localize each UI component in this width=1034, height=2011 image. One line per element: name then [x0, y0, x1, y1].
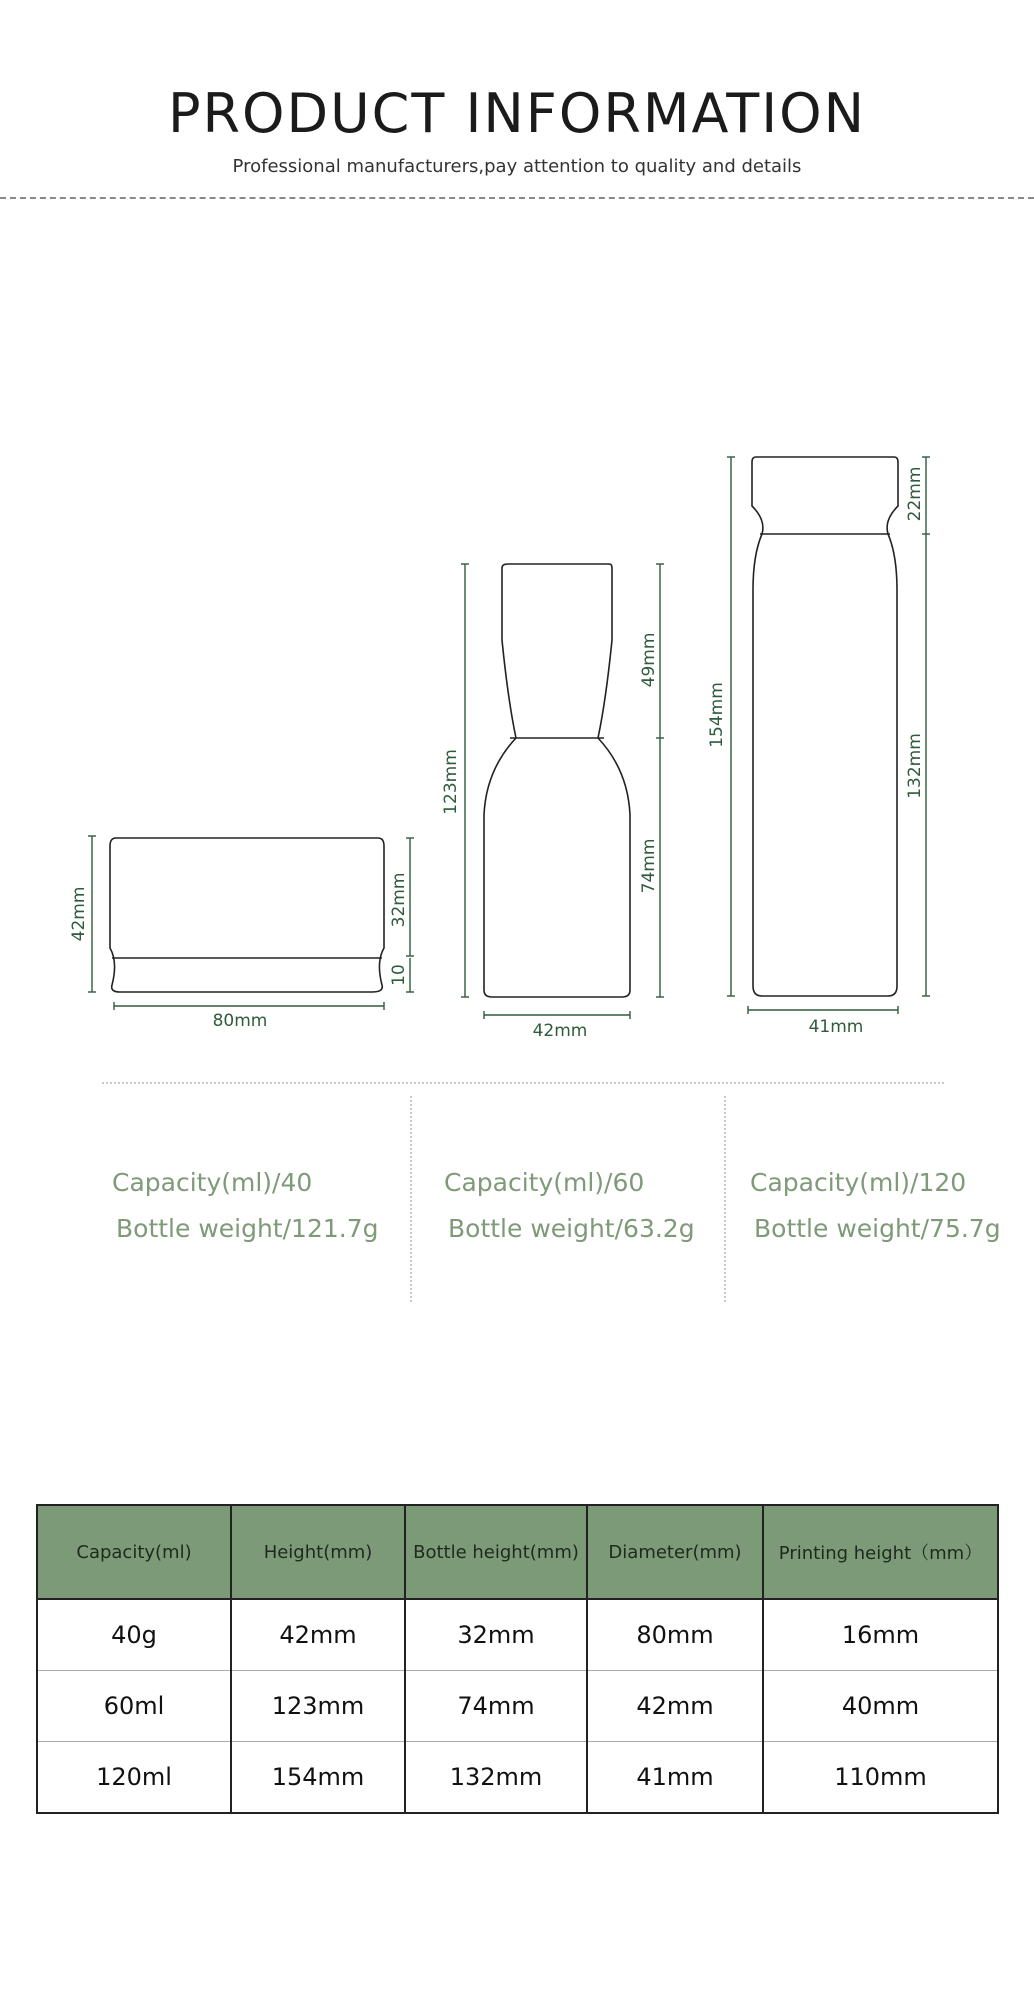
table-cell: 41mm	[587, 1742, 763, 1814]
spec-capacity-120: Capacity(ml)/120	[750, 1168, 967, 1197]
page-title: PRODUCT INFORMATION	[167, 82, 867, 145]
spec-capacity-40: Capacity(ml)/40	[112, 1168, 313, 1197]
bottle-120-cap-label: 22mm	[905, 466, 925, 522]
jar-width-label: 80mm	[212, 1011, 268, 1031]
table-cell: 123mm	[231, 1671, 405, 1742]
spec-weight-120: Bottle weight/75.7g	[754, 1214, 1001, 1243]
bottle-60-outline	[484, 564, 630, 997]
jar-height-label: 42mm	[69, 886, 89, 942]
table-cell: 40mm	[763, 1671, 998, 1742]
jar-outline	[110, 838, 384, 992]
table-cell: 32mm	[405, 1599, 587, 1671]
table-row	[37, 1671, 998, 1742]
spec-weight-40: Bottle weight/121.7g	[116, 1214, 379, 1243]
spec-weight-60: Bottle weight/63.2g	[448, 1214, 695, 1243]
bottle-120-height-label: 154mm	[707, 682, 727, 748]
table-cell: 42mm	[231, 1599, 405, 1671]
dotted-divider	[102, 1082, 944, 1084]
header-printing-height: Printing height（mm）	[763, 1505, 998, 1599]
table-cell: 120ml	[37, 1742, 231, 1814]
specification-table	[36, 1504, 999, 1814]
header-diameter: Diameter(mm)	[587, 1505, 763, 1599]
table-cell: 110mm	[763, 1742, 998, 1814]
column-divider	[410, 1096, 412, 1302]
table-cell: 42mm	[587, 1671, 763, 1742]
table-cell: 60ml	[37, 1671, 231, 1742]
bottle-60-bottle-height-label: 74mm	[639, 838, 659, 894]
header-capacity: Capacity(ml)	[37, 1505, 231, 1599]
table-header-row	[37, 1505, 998, 1599]
table-row	[37, 1742, 998, 1814]
table-cell: 154mm	[231, 1742, 405, 1814]
bottle-60-cap-label: 49mm	[639, 632, 659, 688]
page-subtitle: Professional manufacturers,pay attention to quality and details	[232, 156, 802, 177]
header-height: Height(mm)	[231, 1505, 405, 1599]
bottle-60-width-label: 42mm	[532, 1021, 588, 1041]
bottle-120-bottle-height-label: 132mm	[905, 733, 925, 799]
table-cell: 132mm	[405, 1742, 587, 1814]
jar-base-label: 10	[389, 964, 409, 986]
table-cell: 74mm	[405, 1671, 587, 1742]
spec-capacity-60: Capacity(ml)/60	[444, 1168, 645, 1197]
table-cell: 16mm	[763, 1599, 998, 1671]
jar-bottle-height-label: 32mm	[389, 872, 409, 928]
table-cell: 40g	[37, 1599, 231, 1671]
bottle-60-height-label: 123mm	[441, 749, 461, 815]
table-cell: 80mm	[587, 1599, 763, 1671]
column-divider	[724, 1096, 726, 1302]
bottle-120-width-label: 41mm	[808, 1017, 864, 1037]
bottle-120-outline	[752, 457, 898, 996]
table-row	[37, 1599, 998, 1671]
header-bottle-height: Bottle height(mm)	[405, 1505, 587, 1599]
